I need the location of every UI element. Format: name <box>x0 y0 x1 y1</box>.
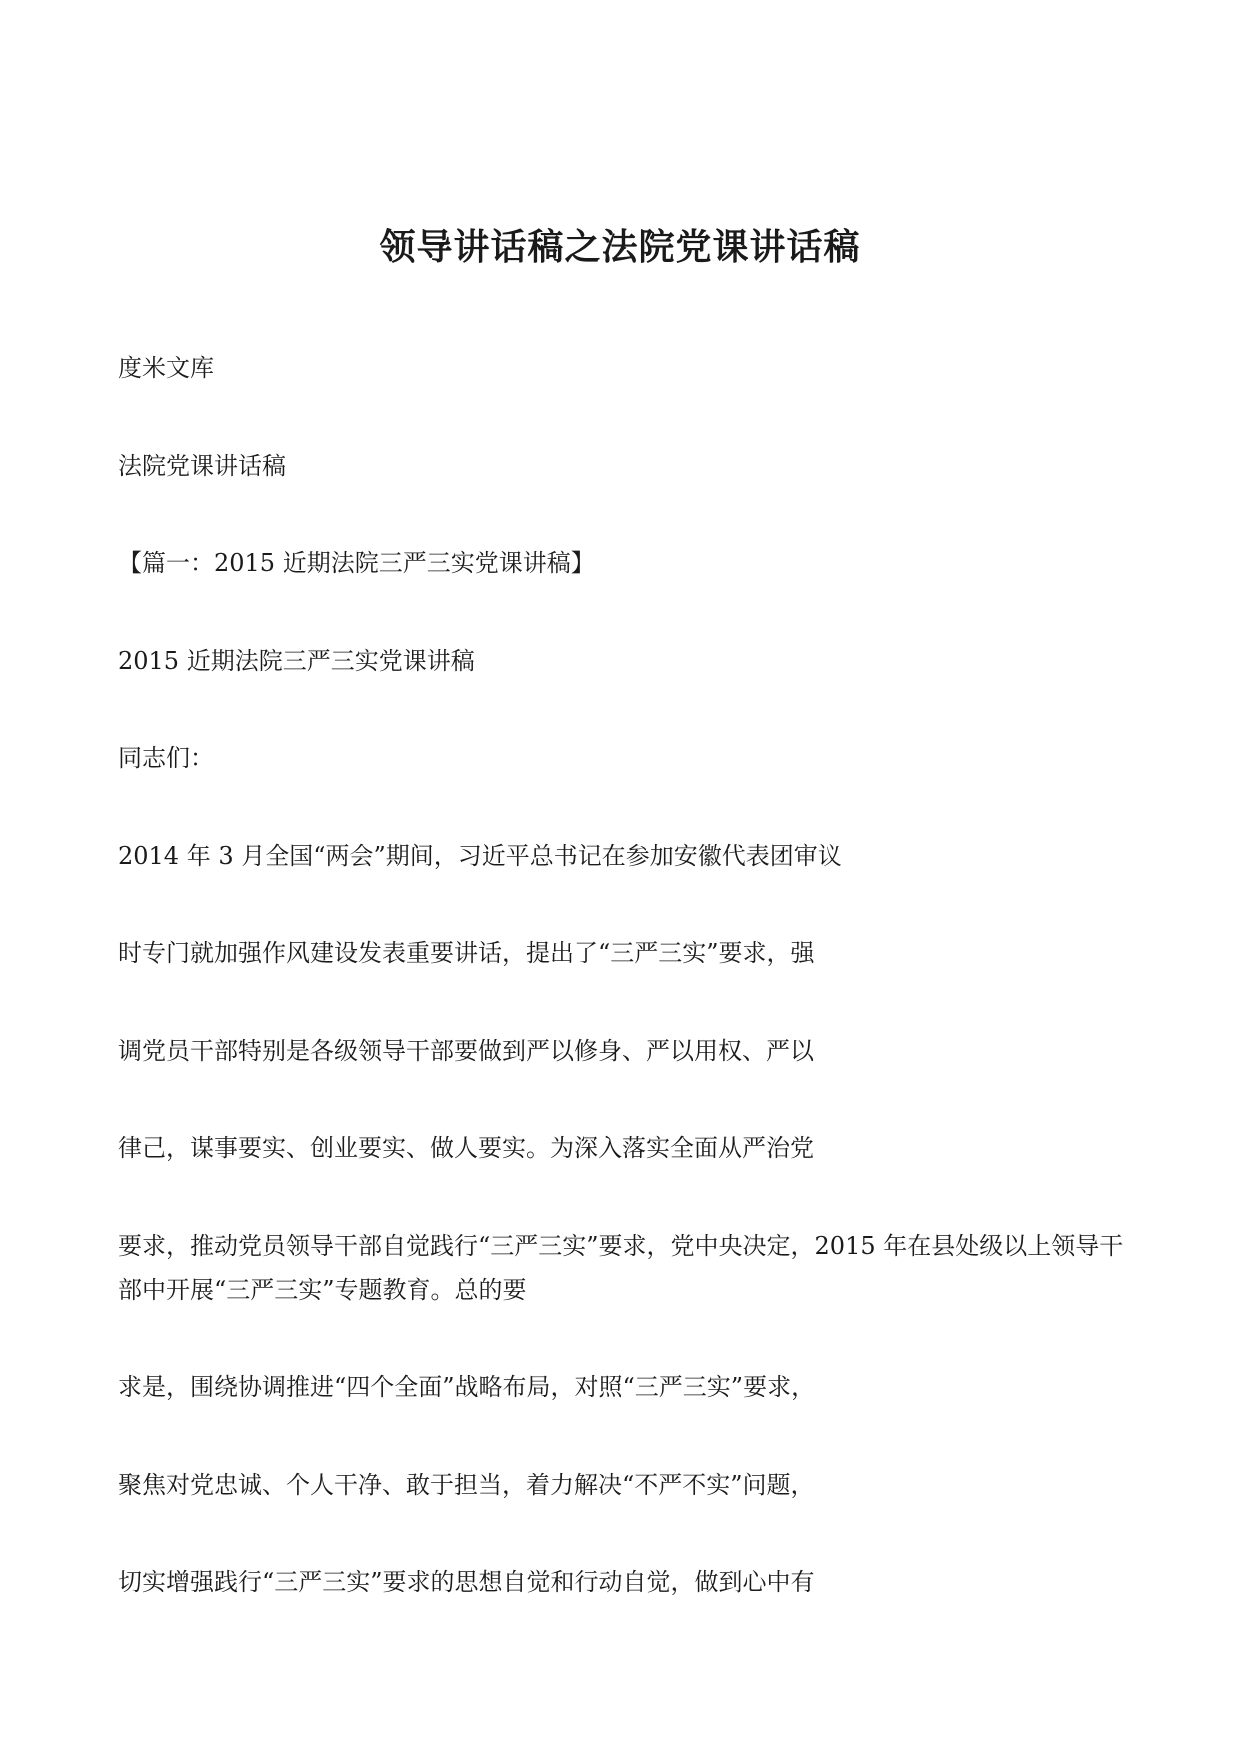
paragraph-section-title: 2015 近期法院三严三实党课讲稿 <box>118 647 475 675</box>
paragraph-body-line: 时专门就加强作风建设发表重要讲话，提出了“三严三实”要求，强 <box>118 939 815 967</box>
document-title: 领导讲话稿之法院党课讲话稿 <box>379 226 861 268</box>
paragraph-salutation: 同志们： <box>118 744 214 772</box>
paragraph-body-line: 聚焦对党忠诚、个人干净、敢于担当，着力解决“不严不实”问题， <box>118 1471 815 1499</box>
paragraph-body-line: 2014 年 3 月全国“两会”期间，习近平总书记在参加安徽代表团审议 <box>118 842 842 870</box>
paragraph-body-line: 调党员干部特别是各级领导干部要做到严以修身、严以用权、严以 <box>118 1037 814 1065</box>
paragraph-body-line: 要求，推动党员领导干部自觉践行“三严三实”要求，党中央决定，2015 年在县处级以上领导干部中开展“三严三实”专题教育。总的要 <box>118 1232 1124 1304</box>
paragraph-source: 度米文库 <box>118 354 214 382</box>
paragraph-body-line: 求是，围绕协调推进“四个全面”战略布局，对照“三严三实”要求， <box>118 1373 816 1401</box>
paragraph-subtitle: 法院党课讲话稿 <box>118 452 286 480</box>
paragraph-body-line: 切实增强践行“三严三实”要求的思想自觉和行动自觉，做到心中有 <box>118 1568 815 1596</box>
paragraph-section-heading: 【篇一：2015 近期法院三严三实党课讲稿】 <box>118 549 595 577</box>
paragraph-body-line: 律己，谋事要实、创业要实、做人要实。为深入落实全面从严治党 <box>118 1134 814 1162</box>
